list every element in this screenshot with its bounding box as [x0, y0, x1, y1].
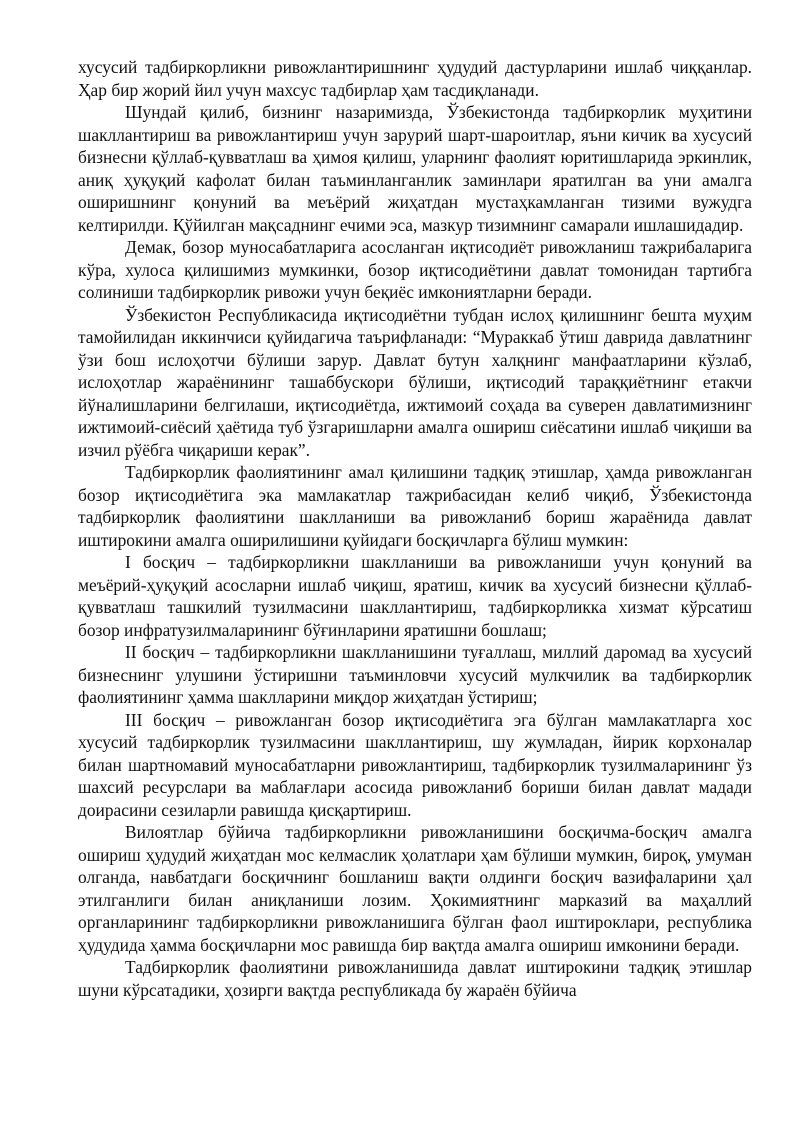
paragraph-1: хусусий тадбиркорликни ривожлантиришнинг ҳудудий дастурларини ишлаб чиққанлар. Ҳар бир жорий йил учун махсус тадбирлар ҳам тасдиқланади.	[78, 57, 752, 100]
paragraph-stage-3: III босқич – ривожланган бозор иқтисодиётига эга бўлган мамлакатларга хос хусусий тадбиркорлик тузилмасини шакллантириш, шу жумладан, йирик корхоналар билан шартномавий муносабатларни ривожлантириш, тадбиркорлик тузилмаларининг ўз шахсий ресурслари ва маблағлари асосида ривожланиб бориши билан давлат мадади доирасини сезиларли равишда қисқартириш.	[78, 709, 752, 820]
paragraph-10: Тадбиркорлик фаолиятини ривожланишида давлат иштирокини тадқиқ этишлар шуни кўрсатадики, ҳозирги вақтда республикада бу жараён бўйича	[78, 957, 752, 1000]
document-page	[78, 56, 752, 1001]
paragraph-stage-1: I босқич – тадбиркорликни шаклланиши ва ривожланиши учун қонуний ва меъёрий-ҳуқуқий асосларни ишлаб чиқиш, яратиш, кичик ва хусусий бизнесни қўллаб-қувватлаш ташкилий тузилмасини шакллантириш, тадбиркорликка хизмат кўрсатиш бозор инфратузилмаларининг бўғинларини яратишни бошлаш;	[78, 552, 752, 640]
paragraph-2: Шундай қилиб, бизнинг назаримизда, Ўзбекистонда тадбиркорлик муҳитини шакллантириш ва ривожлантириш учун зарурий шарт-шароитлар, яъни кичик ва хусусий бизнесни қўллаб-қувватлаш ва ҳимоя қилиш, уларнинг фаолият юритишларида эркинлик, аниқ ҳуқуқий кафолат билан таъминланганлик заминлари яратилган ва уни амалга оширишнинг қонуний ва меъёрий жиҳатдан мустаҳкамланган тизими вужудга келтирилди. Қўйилган мақсаднинг ечими эса, мазкур тизимнинг самарали ишлашидадир.	[78, 102, 752, 235]
paragraph-5: Тадбиркорлик фаолиятининг амал қилишини тадқиқ этишлар, ҳамда ривожланган бозор иқтисодиётига эка мамлакатлар тажрибасидан келиб чиқиб, Ўзбекистонда тадбиркорлик фаолиятини шаклланиши ва ривожланиб бориш жараёнида давлат иштирокини амалга оширилишини қуйидаги босқичларга бўлиш мумкин:	[78, 462, 752, 550]
paragraph-4: Ўзбекистон Республикасида иқтисодиётни тубдан ислоҳ қилишнинг бешта муҳим тамойилидан иккинчиси қуйидагича таърифланади: “Мураккаб ўтиш даврида давлатнинг ўзи бош ислоҳотчи бўлиши зарур. Давлат бутун халқнинг манфаатларини кўзлаб, ислоҳотлар жараёнининг ташаббускори бўлиши, иқтисодий тараққиётнинг етакчи йўналишларини белгилаши, иқтисодиётда, ижтимоий соҳада ва суверен давлатимизнинг ижтимоий-сиёсий ҳаётида туб ўзгаришларни амалга ошириш сиёсатини ишлаб чиқиши ва изчил рўёбга чиқариши керак”.	[78, 304, 752, 460]
paragraph-stage-2: II босқич – тадбиркорликни шаклланишини туғаллаш, миллий даромад ва хусусий бизнеснинг улушини ўстиришни таъминловчи хусусий мулкчилик ва тадбиркорлик фаолиятининг ҳамма шаклларини миқдор жиҳатдан ўстириш;	[78, 642, 752, 707]
paragraph-3: Демак, бозор муносабатларига асосланган иқтисодиёт ривожланиш тажрибаларига кўра, хулоса қилишимиз мумкинки, бозор иқтисодиётини давлат томонидан тартибга солиниши тадбиркорлик ривожи учун беқиёс имкониятларни беради.	[78, 237, 752, 302]
paragraph-9: Вилоятлар бўйича тадбиркорликни ривожланишини босқичма-босқич амалга ошириш ҳудудий жиҳатдан мос келмаслик ҳолатлари ҳам бўлиши мумкин, бироқ, умуман олганда, навбатдаги босқичнинг бошланиш вақти олдинги босқич вазифаларини ҳал этилганлиги билан аниқланиши лозим. Ҳокимиятнинг марказий ва маҳаллий органларининг тадбиркорликни ривожланишига бўлган фаол иштироклари, республика ҳудудида ҳамма босқичларни мос равишда бир вақтда амалга ошириш имконини беради.	[78, 822, 752, 955]
